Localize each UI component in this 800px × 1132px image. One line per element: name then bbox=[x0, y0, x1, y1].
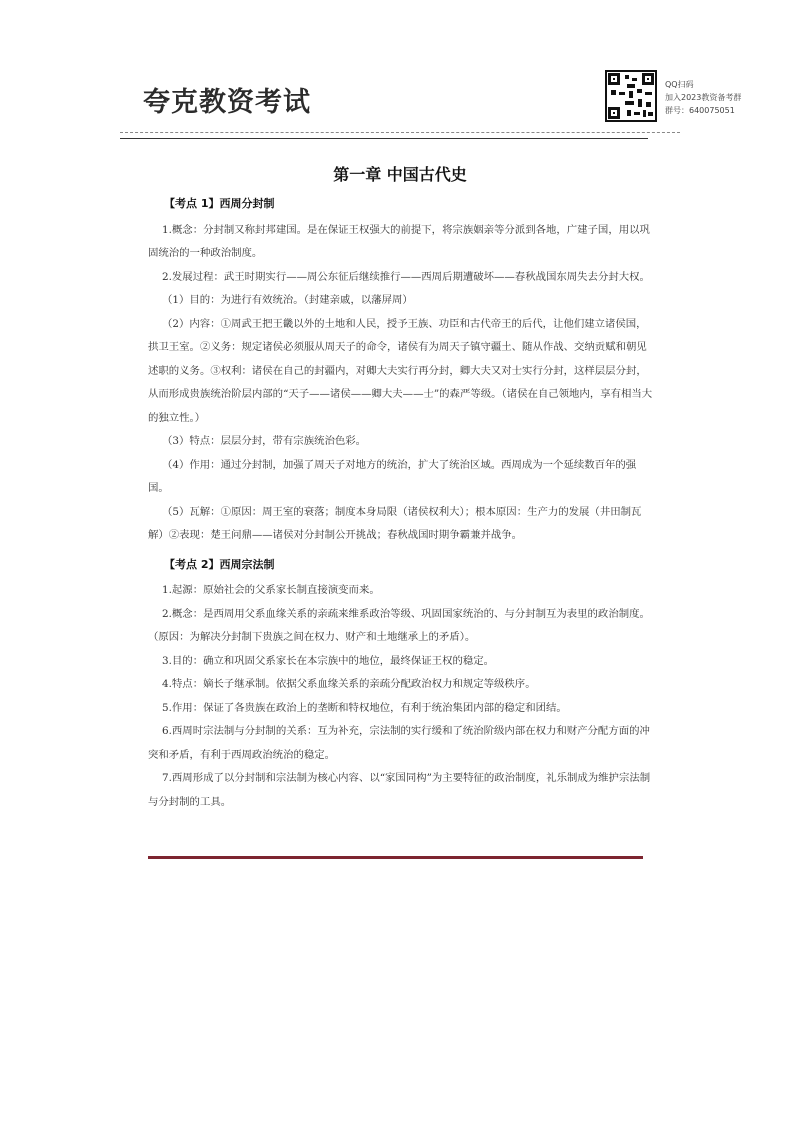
paragraph: 2.概念：是西周用父系血缘关系的亲疏来维系政治等级、巩固国家统治的、与分封制互为表里的政治制度。（原因：为解决分封制下贵族之间在权力、财产和土地继承上的矛盾）。 bbox=[148, 607, 650, 643]
qr-code-icon bbox=[605, 70, 657, 122]
paragraph: 7.西周形成了以分封制和宗法制为核心内容、以“家国同构”为主要特征的政治制度，礼乐制成为维护宗法制与分封制的工具。 bbox=[148, 772, 651, 808]
qr-caption-line: QQ扫码 bbox=[665, 80, 694, 89]
paragraph: 1.概念：分封制又称封邦建国。是在保证王权强大的前提下，将宗族姻亲等分派到各地，广建子国，用以巩固统治的一种政治制度。 bbox=[148, 223, 650, 259]
paragraph: （2）内容：①周武王把王畿以外的土地和人民，授予王族、功臣和古代帝王的后代，让他们建立诸侯国，拱卫王室。②义务：规定诸侯必须服从周天子的命令，诸侯有为周天子镇守疆土、随从作战、交纳贡赋和朝见述职的义务。③权利：诸侯在自己的封疆内，对卿大夫实行再分封，卿大夫又对士实行分封，这样层层分封，从而形成贵族统治阶层内部的“天子——诸侯——卿大夫——士”的森严等级。（诸侯在自己领地内，享有相当大的独立性。） bbox=[148, 317, 653, 424]
paragraph: 5.作用：保证了各贵族在政治上的垄断和特权地位，有利于统治集团内部的稳定和团结。 bbox=[162, 701, 567, 714]
brand-logo-text: 夸克教资考试 bbox=[143, 87, 311, 118]
qr-caption-line: 加入2023教资备考群 bbox=[665, 93, 742, 102]
header-divider bbox=[120, 138, 648, 139]
paragraph: （4）作用：通过分封制，加强了周天子对地方的统治，扩大了统治区域。西周成为一个延续数百年的强国。 bbox=[148, 458, 637, 494]
paragraph: 1.起源：原始社会的父系家长制直接演变而来。 bbox=[162, 584, 380, 596]
chapter-title: 第一章 中国古代史 bbox=[333, 165, 467, 184]
paragraph: （5）瓦解：①原因：周王室的衰落；制度本身局限（诸侯权利大）；根本原因：生产力的发展（井田制瓦解）②表现：楚王问鼎——诸侯对分封制公开挑战；春秋战国时期争霸兼并战争。 bbox=[148, 505, 642, 541]
paragraph: （3）特点：层层分封，带有宗族统治色彩。 bbox=[162, 435, 367, 447]
paragraph: 2.发展过程：武王时期实行——周公东征后继续推行——西周后期遭破坏——春秋战国东周失去分封大权。 bbox=[162, 270, 650, 283]
paragraph: 4.特点：嫡长子继承制。依据父系血缘关系的亲疏分配政治权力和规定等级秩序。 bbox=[162, 678, 536, 690]
document-body bbox=[148, 192, 656, 814]
section-heading: 【考点 1】西周分封制 bbox=[164, 197, 275, 210]
footer-divider bbox=[148, 856, 643, 859]
header-dotted-divider bbox=[120, 132, 680, 133]
paragraph: 3.目的：确立和巩固父系家长在本宗族中的地位，最终保证王权的稳定。 bbox=[162, 654, 495, 667]
qr-caption bbox=[665, 78, 741, 117]
section-heading: 【考点 2】西周宗法制 bbox=[164, 557, 275, 571]
paragraph: （1）目的：为进行有效统治。（封建亲戚，以藩屏周） bbox=[162, 294, 413, 306]
paragraph: 6.西周时宗法制与分封制的关系：互为补充，宗法制的实行缓和了统治阶级内部在权力和财产分配方面的冲突和矛盾，有利于西周政治统治的稳定。 bbox=[148, 725, 650, 761]
qr-caption-line: 群号：640075051 bbox=[665, 106, 735, 115]
